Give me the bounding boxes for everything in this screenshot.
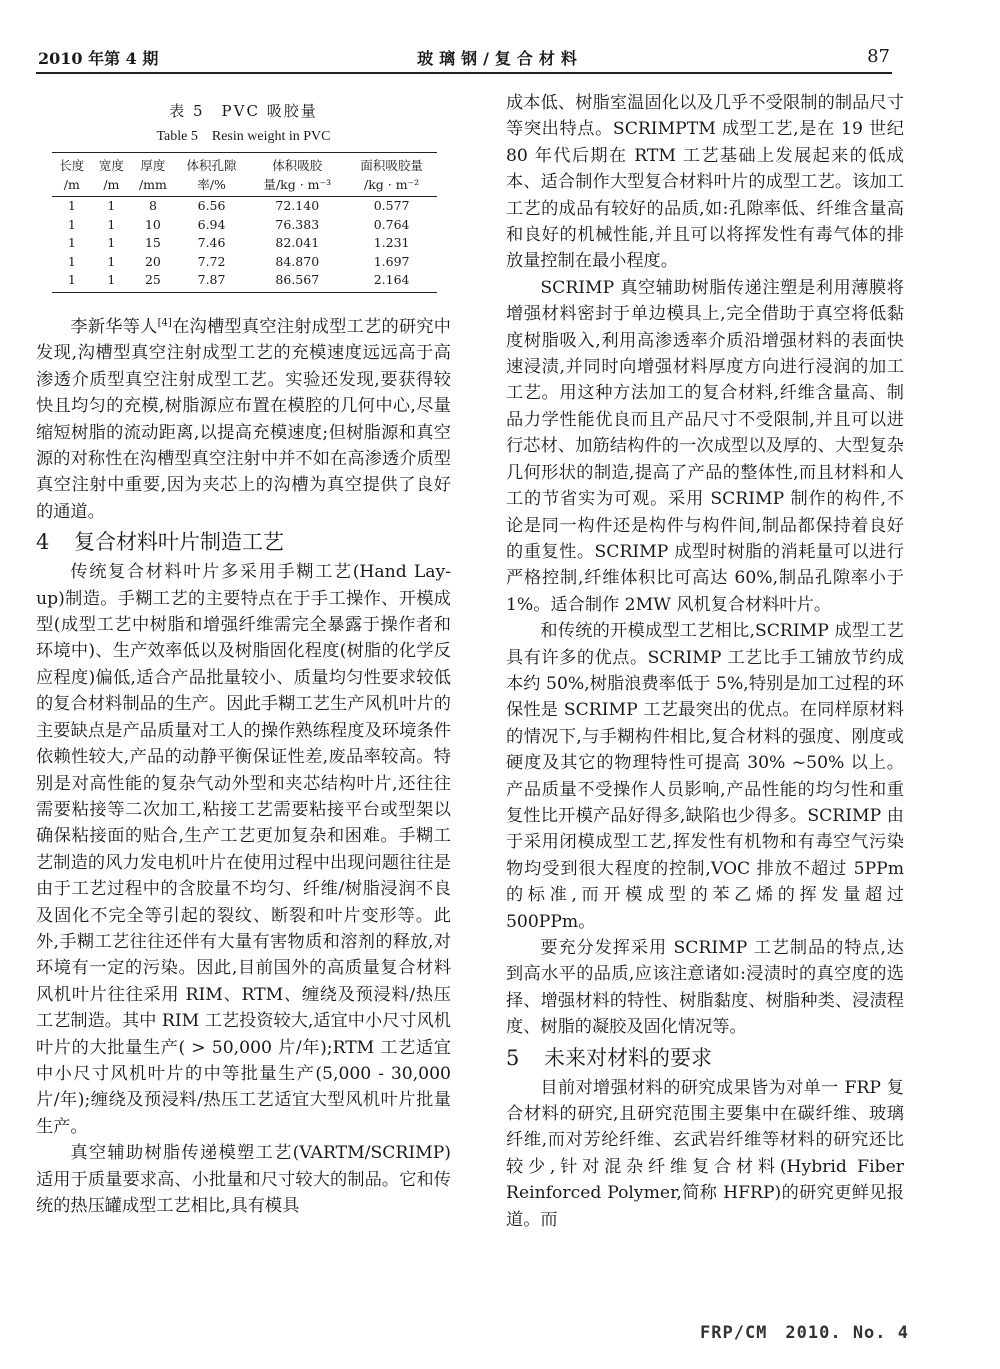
table-cell: 7.46 [197,235,226,250]
section-number: 4 [36,530,50,555]
table-cell: 82.041 [275,235,320,250]
paragraph-text: 李新华等人 [70,317,158,337]
table-cell: 0.764 [373,216,410,232]
table-cell: 1 [67,198,76,213]
table-cell: 7.87 [175,271,249,292]
table-caption-en: Table 5 Resin weight in PVC [156,129,331,144]
table-cell: 1 [92,271,132,292]
citation-ref: [4] [157,317,172,329]
section-number: 5 [506,1045,520,1070]
table-cell: 1 [107,198,116,213]
col-header-volume-resin: 体积吸胶 [248,153,346,176]
table-cell: 76.383 [275,216,320,232]
table-cell: 1 [107,235,116,250]
table-cell: 15 [144,235,161,250]
table-cell: 6.56 [197,198,226,213]
right-column [506,90,904,1233]
table-cell: 72.140 [275,198,320,213]
table-row [52,234,437,253]
table-cell: 1 [67,253,76,269]
col-header-length: 长度 [52,153,92,176]
paragraph: SCRIMP 真空辅助树脂传递注塑是利用薄膜将增强材料密封于单边模具上,完全借助于真空将低黏度树脂吸入,利用高渗透率介质沿增强材料的表面快速浸渍,并同时向增强材料厚度方向进行浸润的加工工艺。用这种方法加工的复合材料,纤维含量高、制品力学性能优良而且产品尺寸不受限制,并且可以进行芯材、加筋结构件的一次成型以及厚的、大型复杂几何形状的制造,提高了产品的整体性,而且材料和人工的节省实为可观。采用 SCRIMP 制作的构件,不论是同一构件还是构件与构件间,制品都保持着良好的重复性。SCRIMP 成型时树脂的消耗量可以进行严格控制,纤维体积比可高达 60%,制品孔隙率小于 1%。适合制作 2MW 风机复合材料叶片。 [506,277,904,615]
table-cell: 20 [144,253,161,269]
paragraph: 和传统的开模成型工艺相比,SCRIMP 成型工艺具有许多的优点。SCRIMP 工艺比手工铺放节约成本约 50%,树脂浪费率低于 5%,特别是加工过程的环保性是 SCRIMP 工艺最突出的优点。在同样原材料的情况下,与手糊构件相比,复合材料的强度、刚度或硬度及其它的物理特性可提高 30% ~50% 以上。产品质量不受操作人员影响,产品性能的均匀性和重复性比开模产品好得多,缺陷也少得多。SCRIMP 由于采用闭模成型工艺,挥发性有机物和有毒空气污染物均受到很大程度的控制,VOC 排放不超过 5PPm 的标准,而开模成型的苯乙烯的挥发量超过 500PPm。 [506,621,904,932]
table-row [52,253,437,272]
section-heading-5 [506,1041,904,1075]
unit-porosity: 率/% [175,175,249,197]
table-cell: 1 [52,271,92,292]
table-cell: 1.697 [373,253,410,269]
table-cell: 10 [144,216,161,232]
paragraph: 真空辅助树脂传递模塑工艺(VARTM/SCRIMP)适用于质量要求高、小批量和尺寸较大的制品。它和传统的热压罐成型工艺相比,具有模具 [36,1143,451,1216]
table-row [52,216,437,235]
col-header-porosity: 体积孔隙 [175,153,249,176]
unit-width: /m [92,175,132,197]
unit-length: /m [52,175,92,197]
paragraph: 目前对增强材料的研究成果皆为对单一 FRP 复合材料的研究,且研究范围主要集中在碳纤维、玻璃纤维,而对芳纶纤维、玄武岩纤维等材料的研究还比较少,针对混杂纤维复合材料(Hybrid Fiber Reinforced Polymer,简称 HFRP)的研究更鲜见报道。而 [506,1077,904,1230]
table-cell: 1 [107,216,116,232]
left-column [36,314,451,1219]
paragraph: 传统复合材料叶片多采用手糊工艺(Hand Lay-up)制造。手糊工艺的主要特点在于手工操作、开模成型(成型工艺中树脂和增强纤维需完全暴露于操作者和环境中)、生产效率低以及树脂固化程度(树脂的化学反应程度)偏低,适合产品批量较小、质量均匀性要求较低的复合材料制品的生产。因此手糊工艺生产风机叶片的主要缺点是产品质量对工人的操作熟练程度及环境条件依赖性较大,产品的动静平衡保证性差,废品率较高。特别是对高性能的复杂气动外型和夹芯结构叶片,还往往需要粘接等二次加工,粘接工艺需要粘接平台或型架以确保粘接面的贴合,生产工艺更加复杂和困难。手糊工艺制造的风力发电机叶片在使用过程中出现问题往往是由于工艺过程中的含胶量不均匀、纤维/树脂浸润不良及固化不完全等引起的裂纹、断裂和叶片变形等。此外,手糊工艺往往还伴有大量有害物质和溶剂的释放,对环境有一定的污染。因此,目前国外的高质量复合材料风机叶片往往采用 RIM、RTM、缠绕及预浸料/热压工艺制造。其中 RIM 工艺投资较大,适宜中小尺寸风机叶片的大批量生产( > 50,000 片/年);RTM 工艺适宜中小尺寸风机叶片的中等批量生产(5,000 - 30,000 片/年);缠绕及预浸料/热压工艺适宜大型风机叶片批量生产。 [36,562,451,1137]
table-header-row [52,153,437,176]
journal-issue: 2010 年第 4 期 [38,49,159,68]
table-cell: 2.164 [346,271,437,292]
unit-area-resin: /kg · m⁻² [346,175,437,197]
section-title: 复合材料叶片制造工艺 [74,530,284,555]
paragraph [36,314,451,525]
page-number: 87 [867,46,890,67]
table-cell: 86.567 [248,271,346,292]
paragraph-text: 在沟槽型真空注射成型工艺的研究中发现,沟槽型真空注射成型工艺的充模速度远远高于高渗透介质型真空注射成型工艺。实验还发现,要获得较快且均匀的充模,树脂源应布置在模腔的几何中心,尽量缩短树脂的流动距离,以提高充模速度;但树脂源和真空源的对称性在沟槽型真空注射中并不如在高渗透介质型真空注射中重要,因为夹芯上的沟槽为真空提供了良好的通道。 [36,317,451,522]
paragraph: 成本低、树脂室温固化以及几乎不受限制的制品尺寸等突出特点。SCRIMPTM 成型工艺,是在 19 世纪 80 年代后期在 RTM 工艺基础上发展起来的低成本、适合制作大型复合材料叶片的成型工艺。该加工工艺的成品有较好的品质,如:孔隙率低、纤维含量高和良好的机械性能,并且可以将挥发性有毒气体的排放量控制在最小程度。 [506,93,904,272]
paragraph: 要充分发挥采用 SCRIMP 工艺制品的特点,达到高水平的品质,应该注意诸如:浸渍时的真空度的选择、增强材料的特性、树脂黏度、树脂种类、浸渍程度、树脂的凝胶及固化情况等。 [506,938,904,1038]
journal-title: 玻璃钢/复合材料 [417,49,583,68]
header-rule [36,72,892,74]
table-cell: 0.577 [373,198,410,213]
section-heading-4 [36,525,451,559]
table-cell: 7.72 [197,253,226,269]
table-unit-row [52,175,437,197]
table-cell: 1 [107,253,116,269]
table-caption-cn: 表 5 PVC 吸胶量 [169,102,318,120]
table-row [52,197,437,216]
table-cell: 1 [67,235,76,250]
table-cell: 6.94 [197,216,226,232]
col-header-thickness: 厚度 [131,153,175,176]
unit-thickness: /mm [131,175,175,197]
table-row [52,271,437,292]
col-header-area-resin: 面积吸胶量 [346,153,437,176]
unit-volume-resin: 量/kg · m⁻³ [248,175,346,197]
section-title: 未来对材料的要求 [544,1045,712,1070]
table-cell: 84.870 [275,253,320,269]
table-cell: 1 [67,216,76,232]
col-header-width: 宽度 [92,153,132,176]
table-cell: 1.231 [373,235,410,250]
journal-footer: FRP/CM 2010. No. 4 [700,1323,909,1343]
resin-weight-table [52,152,437,293]
table-cell: 25 [131,271,175,292]
table-cell: 8 [148,198,157,213]
